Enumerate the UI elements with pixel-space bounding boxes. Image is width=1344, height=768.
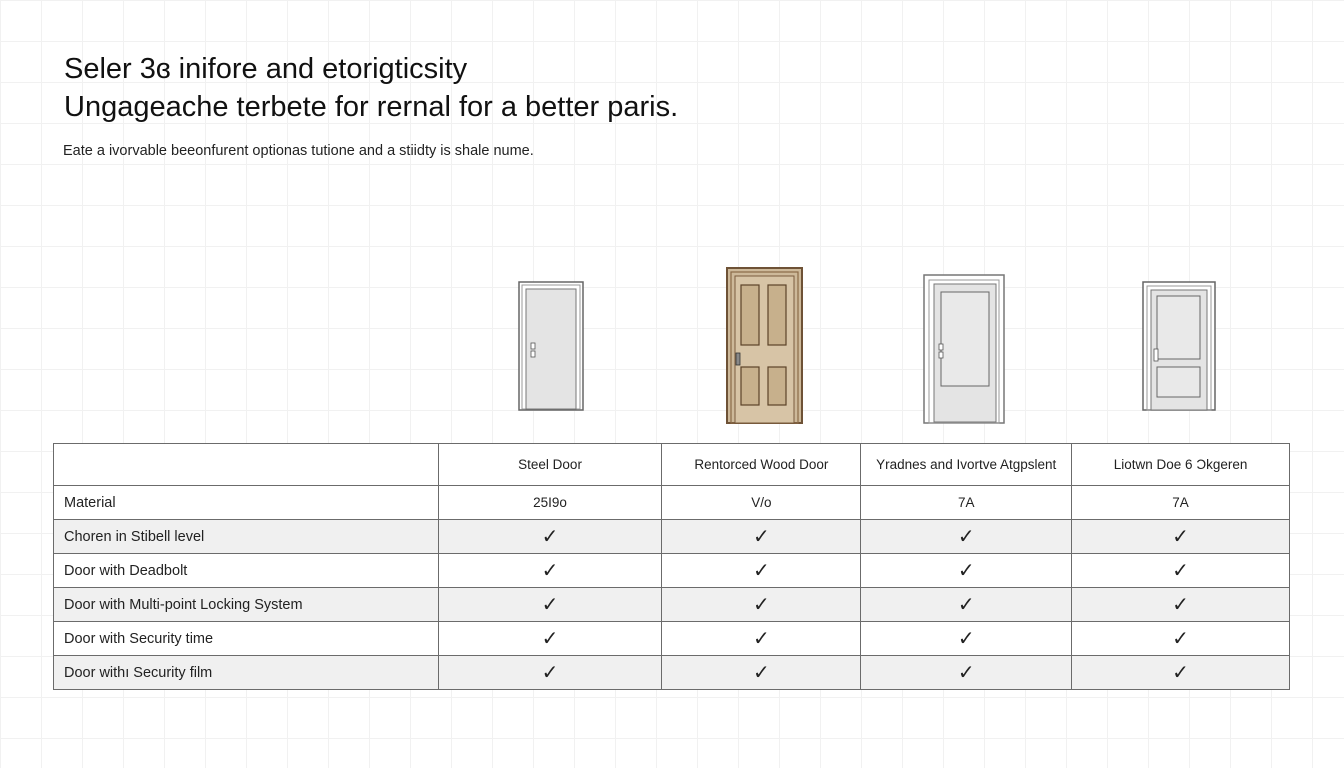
wood-door-icon: [726, 267, 803, 424]
row-label: Door with Security time: [54, 622, 439, 656]
row-label: Choren in Stibell level: [54, 520, 439, 554]
checkmark-icon: ✓: [662, 622, 861, 656]
table-row: [54, 554, 1290, 588]
table-row: [54, 656, 1290, 690]
header-steel-door: Steel Door: [438, 444, 662, 486]
row-label: Door with Deadbolt: [54, 554, 439, 588]
header-wood-door: Rentorced Wood Door: [662, 444, 861, 486]
checkmark-icon: ✓: [438, 656, 662, 690]
checkmark-icon: ✓: [861, 588, 1072, 622]
table-row: [54, 486, 1290, 520]
checkmark-icon: ✓: [861, 656, 1072, 690]
title-line-2: Ungageache terbete for rernal for a better paris.: [64, 91, 679, 123]
steel-door-icon: [518, 281, 584, 411]
checkmark-icon: ✓: [1072, 554, 1290, 588]
table-cell: V/o: [662, 486, 861, 520]
checkmark-icon: ✓: [438, 622, 662, 656]
checkmark-icon: ✓: [662, 520, 861, 554]
table-header-row: [54, 444, 1290, 486]
table-cell: 25I9o: [438, 486, 662, 520]
comparison-table: [53, 443, 1290, 690]
header-cell-empty: [54, 444, 439, 486]
page-subtitle: Eate a ivorvable beeonfurent optionas tutione and a stiidty is shale nume.: [63, 143, 534, 159]
checkmark-icon: ✓: [438, 520, 662, 554]
table-row: [54, 622, 1290, 656]
checkmark-icon: ✓: [662, 588, 861, 622]
row-label: Material: [54, 486, 439, 520]
row-label: Door with Multi-point Locking System: [54, 588, 439, 622]
table-row: [54, 520, 1290, 554]
checkmark-icon: ✓: [861, 554, 1072, 588]
checkmark-icon: ✓: [861, 622, 1072, 656]
checkmark-icon: ✓: [438, 588, 662, 622]
checkmark-icon: ✓: [1072, 588, 1290, 622]
title-line-1: Seler 3ɞ inifore and etorigticsity: [64, 53, 468, 85]
checkmark-icon: ✓: [1072, 520, 1290, 554]
checkmark-icon: ✓: [861, 520, 1072, 554]
table-cell: 7A: [1072, 486, 1290, 520]
row-label: Door withı Security film: [54, 656, 439, 690]
checkmark-icon: ✓: [662, 554, 861, 588]
checkmark-icon: ✓: [438, 554, 662, 588]
paneled-door-icon: [1142, 281, 1216, 411]
checkmark-icon: ✓: [662, 656, 861, 690]
framed-door-icon: [923, 274, 1005, 424]
table-cell: 7A: [861, 486, 1072, 520]
table-row: [54, 588, 1290, 622]
page-title: [64, 50, 678, 126]
checkmark-icon: ✓: [1072, 656, 1290, 690]
checkmark-icon: ✓: [1072, 622, 1290, 656]
header-third-door: Yradnes and Ivortve Atgpslent: [861, 444, 1072, 486]
header-fourth-door: Liotwn Doe 6 Ɔkgeren: [1072, 444, 1290, 486]
